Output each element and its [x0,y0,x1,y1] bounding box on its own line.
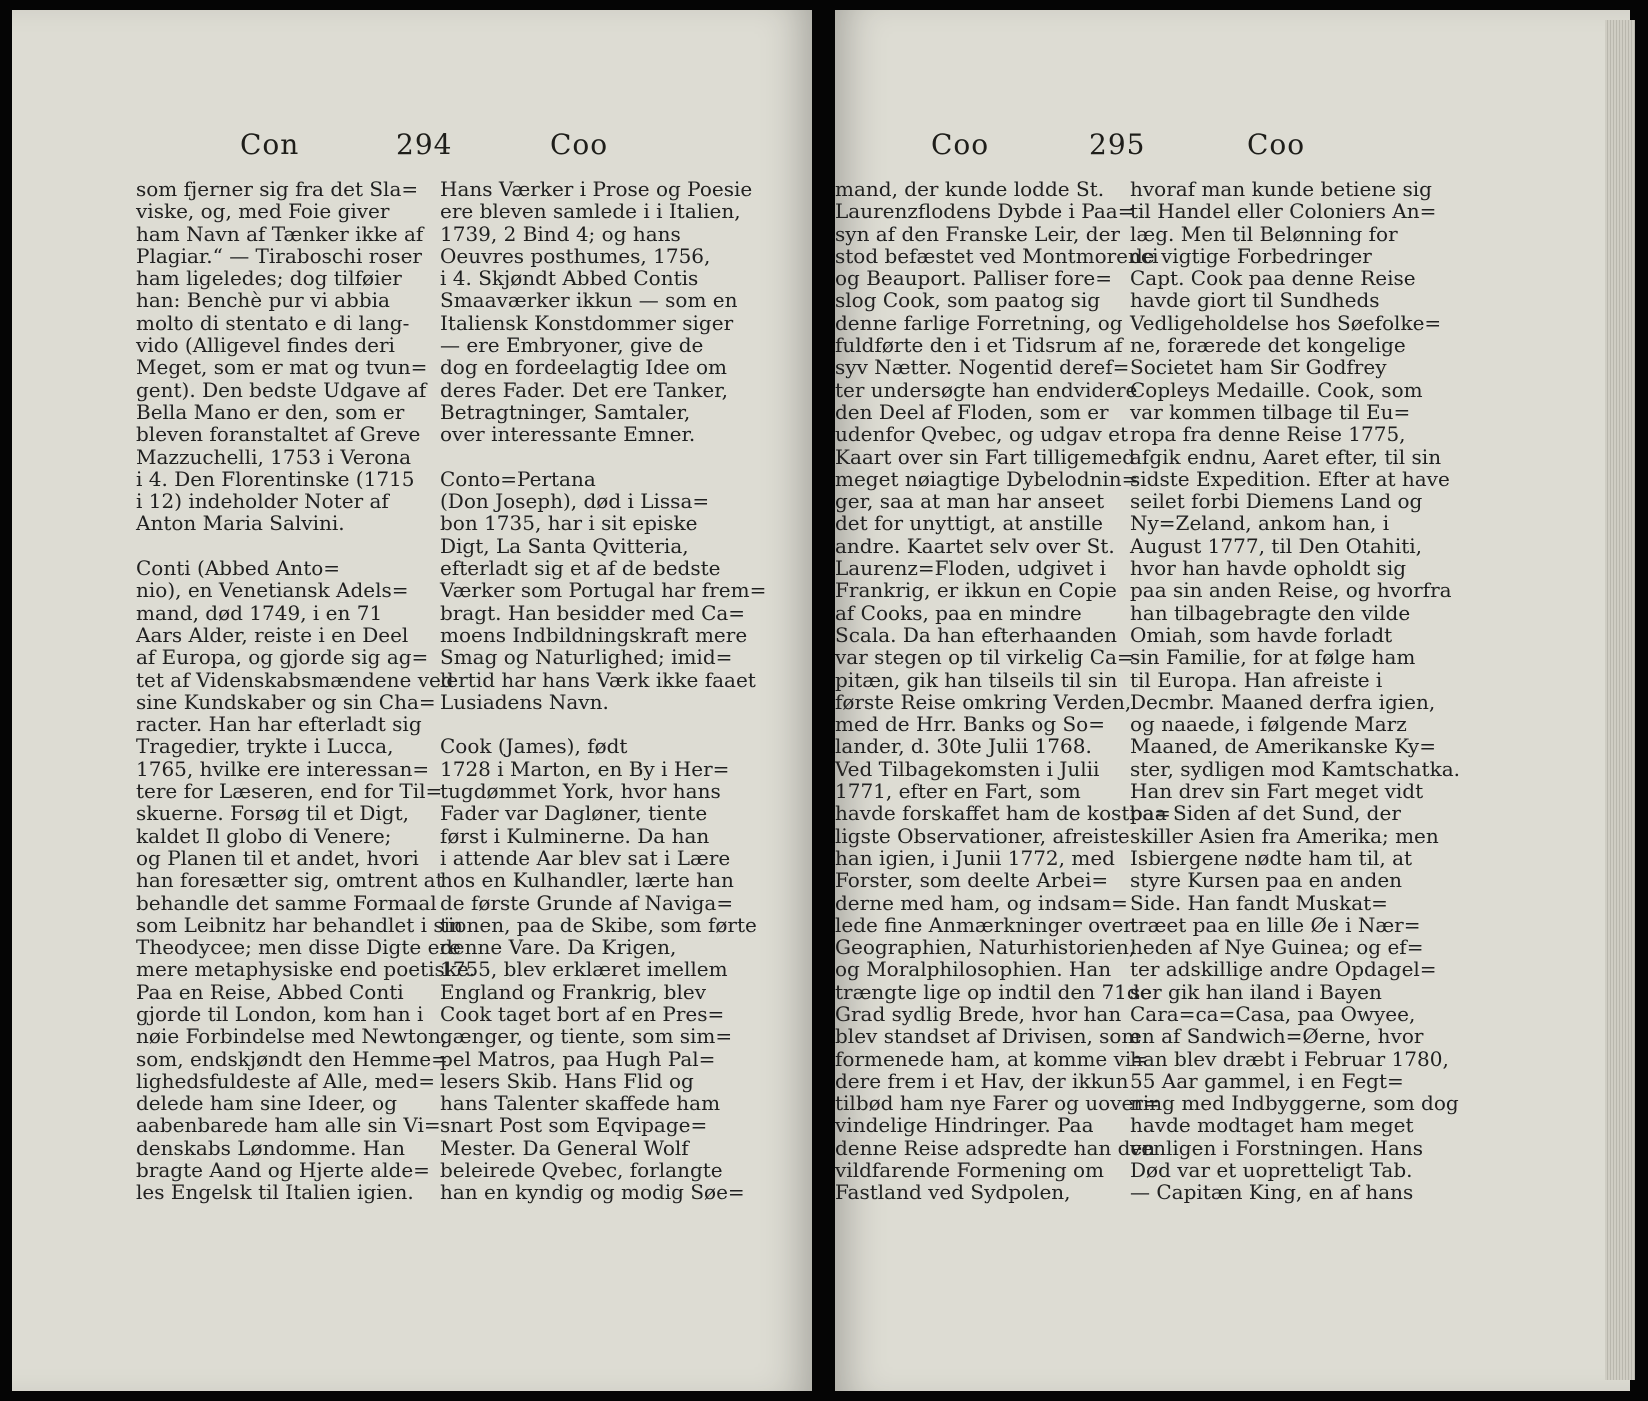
text-line: han foresætter sig, omtrent at [136,868,444,893]
text-line: Frankrig, er ikkun en Copie [835,578,1117,603]
text-line: Paa en Reise, Abbed Conti [136,979,404,1004]
text-line: gent). Den bedste Udgave af [136,377,427,402]
text-line: heden af Nye Guinea; og ef= [1130,935,1424,960]
text-line: Ny=Zeland, ankom han, i [1130,511,1390,536]
text-line: Mazzuchelli, 1753 i Verona [136,444,412,469]
text-line: Digt, La Santa Qvitteria, [440,533,689,558]
text-line: skuerne. Forsøg til et Digt, [136,801,409,826]
text-line: han: Benchè pur vi abbia [136,288,390,313]
text-line: behandle det samme Formaal [136,890,437,915]
text-line: Maaned, de Amerikanske Ky= [1130,734,1436,759]
text-line: afgik endnu, Aaret efter, til sin [1130,444,1442,469]
text-line: Bella Mano er den, som er [136,399,405,424]
text-line: ning med Indbyggerne, som dog [1130,1091,1459,1116]
text-line: bragte Aand og Hjerte alde= [136,1158,430,1183]
text-line: denne Vare. Da Krigen, [440,935,677,960]
text-line: i 4. Den Florentinske (1715 [136,466,415,491]
text-line: Meget, som er mat og tvun= [136,355,428,380]
text-line: og naaede, i følgende Marz [1130,712,1407,737]
text-line: Tragedier, trykte i Lucca, [136,734,394,759]
text-line: tionen, paa de Skibe, som førte [440,912,757,937]
text-line: paa Siden af det Sund, der [1130,801,1401,826]
text-line: venligen i Forstningen. Hans [1130,1135,1424,1160]
text-line: formenede ham, at komme vi= [835,1046,1149,1071]
text-line: Aars Alder, reiste i en Deel [136,622,409,647]
text-line: — Capitæn King, en af hans [1130,1180,1414,1205]
text-line: som, endskjøndt den Hemme= [136,1046,448,1071]
text-line: lesers Skib. Hans Flid og [440,1068,694,1093]
text-line: delede ham sine Ideer, og [136,1091,398,1116]
text-line: Theodycee; men disse Digte ere [136,935,461,960]
text-line: tere for Læseren, end for Til= [136,779,443,804]
text-column-2 [1130,177,1460,1205]
text-line: hvoraf man kunde betiene sig [1130,177,1432,201]
text-line: kaldet Il globo di Venere; [136,823,392,848]
text-line: udenfor Qvebec, og udgav et [835,422,1128,447]
text-line: Hans Værker i Prose og Poesie [440,177,753,201]
text-line: ter adskillige andre Opdagel= [1130,957,1437,982]
text-line: over interessante Emner. [440,422,696,447]
text-line: Decmbr. Maaned derfra igien, [1130,689,1436,714]
text-line: bleven foranstaltet af Greve [136,422,421,447]
text-line: han igien, i Junii 1772, med [835,845,1115,870]
text-line: Værker som Portugal har frem= [440,578,767,603]
text-line: aabenbarede ham alle sin Vi= [136,1113,441,1138]
text-line: moens Indbildningskraft mere [440,622,748,647]
text-line: England og Frankrig, blev [440,979,707,1004]
text-line: Ved Tilbagekomsten i Julii [835,756,1100,781]
text-line [440,713,730,735]
text-line: lede fine Anmærkninger over [835,912,1133,937]
text-line: Societet ham Sir Godfrey [1130,355,1387,380]
running-head-right: Coo [1247,128,1306,161]
text-line [440,446,730,468]
text-line: denne farlige Forretning, og [835,310,1123,335]
text-line: Scala. Da han efterhaanden [835,622,1118,647]
page-edges [1605,20,1635,1380]
text-line: i 4. Skjøndt Abbed Contis [440,266,699,291]
text-line: Geographien, Naturhistorien, [835,935,1136,960]
text-line: Fader var Dagløner, tiente [440,801,708,826]
text-line: Italiensk Konstdommer siger [440,310,734,335]
text-line: vindelige Hindringer. Paa [835,1113,1094,1138]
text-line: ne, forærede det kongelige [1130,333,1406,358]
text-line: Omiah, som havde forladt [1130,622,1393,647]
text-line: Han drev sin Fart meget vidt [1130,779,1424,804]
text-line: mand, der kunde lodde St. [835,177,1105,201]
text-line: Isbiergene nødte ham til, at [1130,845,1413,870]
text-line: bragt. Han besidder med Ca= [440,600,746,625]
text-line: ham Navn af Tænker ikke af [136,221,424,246]
text-line: andre. Kaartet selv over St. [835,533,1115,558]
text-line: deres Fader. Det ere Tanker, [440,377,728,402]
page-number: 295 [1089,128,1146,161]
text-line: havde forskaffet ham de kostba= [835,801,1171,826]
text-line: lighedsfuldeste af Alle, med= [136,1068,436,1093]
text-line: Smaaværker ikkun — som en [440,288,738,313]
text-line: Capt. Cook paa denne Reise [1130,266,1416,291]
text-line: blev standset af Drivisen, som [835,1024,1141,1049]
text-line: i 12) indeholder Noter af [136,489,389,514]
text-line: han en kyndig og modig Søe= [440,1180,745,1205]
text-line: hvor han havde opholdt sig [1130,556,1407,581]
text-line: Cara=ca=Casa, paa Owyee, [1130,1001,1416,1026]
text-line: var kommen tilbage til Eu= [1130,399,1411,424]
page-number: 294 [396,128,453,161]
text-line: dog en fordeelagtig Idee om [440,355,728,380]
text-line: vido (Alligevel findes deri [136,333,395,358]
text-line: skiller Asien fra Amerika; men [1130,823,1439,848]
text-line: ere bleven samlede i i Italien, [440,199,741,224]
text-line: beleirede Qvebec, forlangte [440,1158,723,1183]
text-line: efterladt sig et af de bedste [440,556,721,581]
text-line: snart Post som Eqvipage= [440,1113,708,1138]
text-line: 1765, hvilke ere interessan= [136,756,430,781]
text-line: pel Matros, paa Hugh Pal= [440,1046,716,1071]
text-line: mere metaphysiske end poetiske. [136,957,476,982]
text-line: sine Kundskaber og sin Cha= [136,689,436,714]
running-head-left: Coo [931,128,990,161]
text-line: Mester. Da General Wolf [440,1135,689,1160]
text-line: ser gik han iland i Bayen [1130,979,1382,1004]
text-line: styre Kursen paa en anden [1130,868,1403,893]
text-line: slog Cook, som paatog sig [835,288,1101,313]
text-line: pitæn, gik han tilseils til sin [835,667,1118,692]
text-line: fuldførte den i et Tidsrum af [835,333,1123,358]
text-line: de første Grunde af Naviga= [440,890,734,915]
text-line: — ere Embryoner, give de [440,333,704,358]
text-line: paa sin anden Reise, og hvorfra [1130,578,1452,603]
text-line: sin Familie, for at følge ham [1130,645,1416,670]
text-line: var stegen op til virkelig Ca= [835,645,1134,670]
text-line: Anton Maria Salvini. [136,511,345,536]
text-line: denne Reise adspredte han den [835,1135,1156,1160]
text-line: han blev dræbt i Februar 1780, [1130,1046,1449,1071]
text-line: August 1777, til Den Otahiti, [1130,533,1423,558]
text-line: læg. Men til Belønning for [1130,221,1398,246]
text-line: hos en Kulhandler, lærte han [440,868,734,893]
text-line: racter. Han har efterladt sig [136,712,422,737]
text-column-1 [835,177,1171,1205]
text-line: molto di stentato e di lang- [136,310,410,335]
text-line [136,535,421,557]
running-head-right: Coo [550,128,609,161]
text-line: 1739, 2 Bind 4; og hans [440,221,681,246]
text-line: denskabs Løndomme. Han [136,1135,406,1160]
text-line: viske, og, med Foie giver [136,199,390,224]
text-line: bon 1735, har i sit episke [440,511,698,536]
text-line: 1771, efter en Fart, som [835,779,1081,804]
text-line: seilet forbi Diemens Land og [1130,489,1423,514]
text-line: havde modtaget ham meget [1130,1113,1414,1138]
text-line: ter undersøgte han endvidere [835,377,1138,402]
text-line: lertid har hans Værk ikke faaet [440,667,756,692]
text-line: Plagiar.“ — Tiraboschi roser [136,243,422,268]
text-line: ligste Observationer, afreiste [835,823,1130,848]
text-line: og Moralphilosophien. Han [835,957,1112,982]
text-line: dere frem i et Hav, der ikkun [835,1068,1129,1093]
running-head-left: Con [240,128,300,161]
text-line: ster, sydligen mod Kamtschatka. [1130,756,1460,781]
text-line: Kaart over sin Fart tilligemed [835,444,1135,469]
text-line: ham ligeledes; dog tilføier [136,266,402,291]
text-line: han tilbagebragte den vilde [1130,600,1411,625]
text-line: Laurenz=Floden, udgivet i [835,556,1107,581]
text-line: det for unyttigt, at anstille [835,511,1103,536]
text-line: havde giort til Sundheds [1130,288,1380,313]
text-line: trængte lige op indtil den 71de [835,979,1152,1004]
text-line: Laurenzflodens Dybde i Paa= [835,199,1135,224]
text-line: til Europa. Han afreiste i [1130,667,1383,692]
text-line: Side. Han fandt Muskat= [1130,890,1388,915]
text-line: tugdømmet York, hvor hans [440,779,721,804]
text-line: Forster, som deelte Arbei= [835,868,1109,893]
text-line: nøie Forbindelse med Newton, [136,1024,448,1049]
text-line: til Handel eller Coloniers An= [1130,199,1437,224]
text-line: lander, d. 30te Julii 1768. [835,734,1092,759]
text-line: syv Nætter. Nogentid deref= [835,355,1130,380]
text-line: en af Sandwich=Øerne, hvor [1130,1024,1424,1049]
text-column-2 [440,177,767,1205]
text-line: og Beauport. Palliser fore= [835,266,1112,291]
text-line: som Leibnitz har behandlet i sin [136,912,463,937]
text-column-1 [136,177,476,1205]
text-line: meget nøiagtige Dybelodnin= [835,466,1139,491]
text-line: gænger, og tiente, som sim= [440,1024,733,1049]
text-line: den Deel af Floden, som er [835,399,1109,424]
text-line: Cook taget bort af en Pres= [440,1001,725,1026]
text-line: Oeuvres posthumes, 1756, [440,243,711,268]
text-line: Vedligeholdelse hos Søefolke= [1130,310,1442,335]
text-line: ropa fra denne Reise 1775, [1130,422,1406,447]
text-line: tilbød ham nye Farer og uover= [835,1091,1160,1116]
text-line: Lusiadens Navn. [440,689,609,714]
text-line: tet af Videnskabsmændene ved [136,667,454,692]
text-line: Cook (James), født [440,734,628,759]
text-line: les Engelsk til Italien igien. [136,1180,414,1205]
text-line: 1728 i Marton, en By i Her= [440,756,730,781]
text-line: stod befæstet ved Montmorenci [835,243,1159,268]
text-line: vildfarende Formening om [835,1158,1105,1183]
text-line: af Cooks, paa en mindre [835,600,1082,625]
text-line: Død var et uopretteligt Tab. [1130,1158,1413,1183]
text-line: af Europa, og gjorde sig ag= [136,645,429,670]
text-line: som fjerner sig fra det Sla= [136,177,419,201]
text-line: nio), en Venetiansk Adels= [136,578,409,603]
text-line: Grad sydlig Brede, hvor han [835,1001,1122,1026]
text-line: de vigtige Forbedringer [1130,243,1372,268]
text-line: første Reise omkring Verden, [835,689,1132,714]
text-line: træet paa en lille Øe i Nær= [1130,912,1421,937]
text-line: sidste Expedition. Efter at have [1130,466,1450,491]
text-line: 55 Aar gammel, i en Fegt= [1130,1068,1404,1093]
text-line: hans Talenter skaffede ham [440,1091,721,1116]
text-line: mand, død 1749, i en 71 [136,600,383,625]
text-line: Conti (Abbed Anto= [136,556,341,581]
text-line: Fastland ved Sydpolen, [835,1180,1071,1205]
right-page [835,10,1630,1391]
text-line: syn af den Franske Leir, der [835,221,1120,246]
text-line: Copleys Medaille. Cook, som [1130,377,1423,402]
text-line: 1755, blev erklæret imellem [440,957,728,982]
text-line: Betragtninger, Samtaler, [440,399,691,424]
text-line: Smag og Naturlighed; imid= [440,645,733,670]
text-line: med de Hrr. Banks og So= [835,712,1105,737]
text-line: Conto=Pertana [440,466,596,491]
text-line: gjorde til London, kom han i [136,1001,424,1026]
text-line: og Planen til et andet, hvori [136,845,419,870]
text-line: først i Kulminerne. Da han [440,823,710,848]
text-line: (Don Joseph), død i Lissa= [440,489,710,514]
text-line: ger, saa at man har anseet [835,489,1105,514]
text-line: i attende Aar blev sat i Lære [440,845,731,870]
text-line: derne med ham, og indsam= [835,890,1128,915]
left-page [12,10,812,1391]
